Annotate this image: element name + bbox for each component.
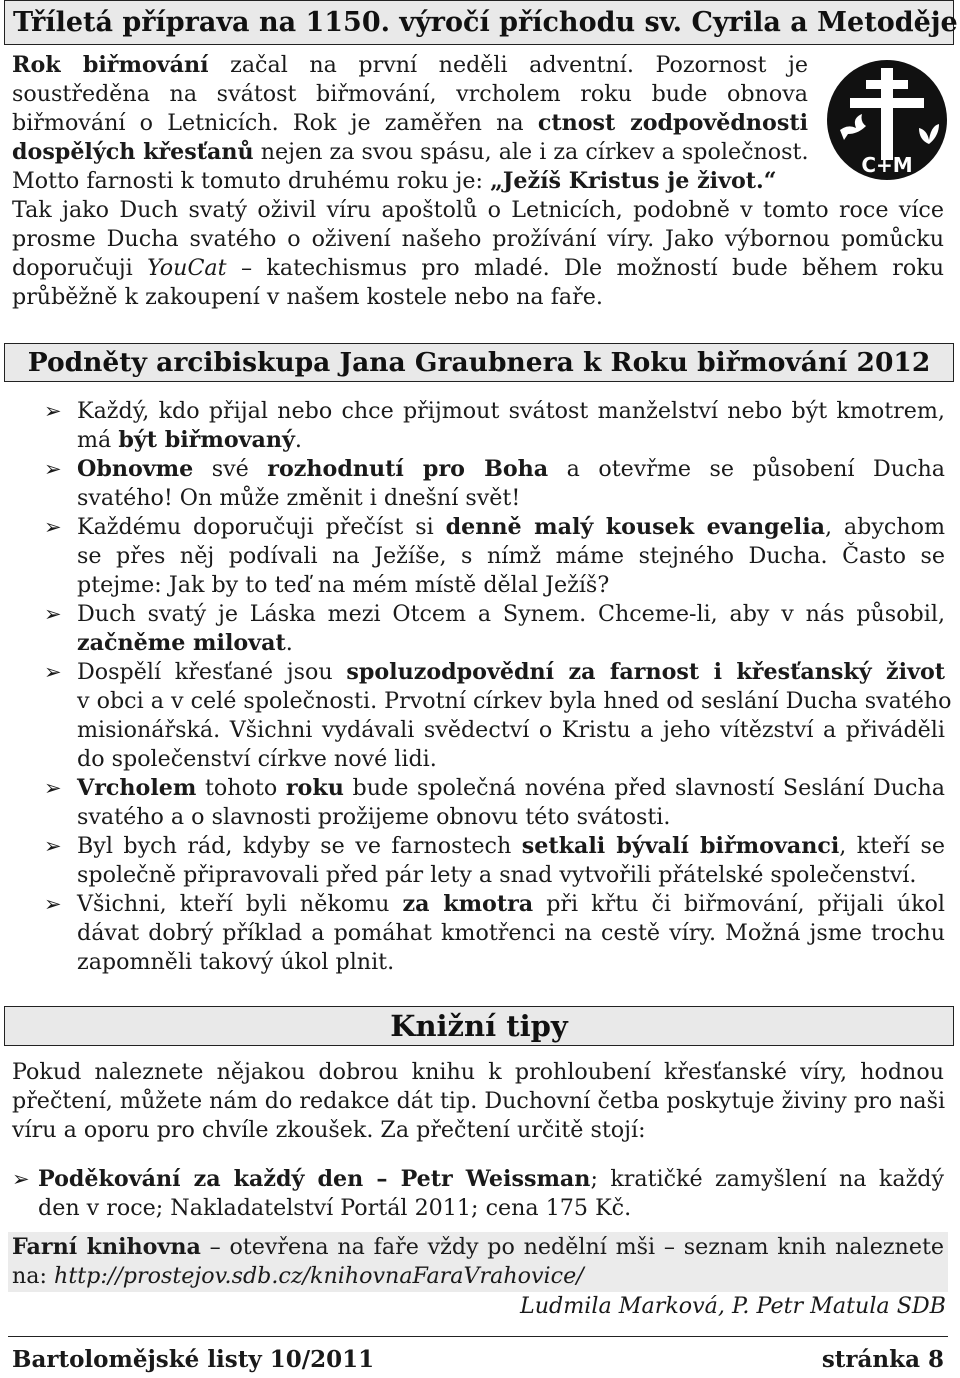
- bullet-arrow-icon: ➢: [12, 1167, 30, 1191]
- text-line: [77, 774, 945, 803]
- text-line: [77, 832, 945, 861]
- library-paragraph: [12, 1233, 944, 1291]
- text-line: [77, 745, 945, 774]
- text-line: [12, 138, 808, 167]
- cross-dove-sprout-logo: [826, 58, 948, 182]
- intro-paragraph: [12, 51, 808, 196]
- text-line: [77, 716, 945, 745]
- text-segment: Všichni, kteří byli někomu: [77, 891, 403, 917]
- text-line: [12, 109, 808, 138]
- text-segment: být biřmovaný: [118, 427, 295, 453]
- text-line: [38, 1194, 944, 1223]
- text-line: [77, 803, 945, 832]
- text-line: [12, 1058, 944, 1087]
- bullet-arrow-icon: ➢: [44, 457, 62, 481]
- text-segment: začněme milovat: [77, 630, 286, 656]
- suggestion-item: [77, 890, 945, 977]
- text-segment: .: [294, 427, 302, 453]
- text-line: [77, 658, 945, 687]
- text-line: [77, 948, 945, 977]
- text-segment: své: [193, 456, 268, 482]
- text-segment: „Ježíš Kristus je život.“: [490, 168, 777, 194]
- text-segment: při křtu či biřmování, přijali úkol: [533, 891, 946, 917]
- text-segment: biřmování o Letnicích. Rok je zaměřen na: [12, 110, 538, 136]
- text-segment: , abychom: [825, 514, 946, 540]
- bullet-arrow-icon: ➢: [44, 892, 62, 916]
- text-line: [12, 196, 944, 225]
- text-segment: roku: [285, 775, 344, 801]
- bullet-arrow-icon: ➢: [44, 399, 62, 423]
- text-segment: začal na první neděli adventní. Pozornost je: [208, 52, 808, 78]
- bullet-arrow-icon: ➢: [44, 834, 62, 858]
- suggestion-item: [77, 513, 945, 600]
- text-segment: na:: [12, 1263, 55, 1289]
- footer-publication: Bartolomějské listy 10/2011: [12, 1346, 375, 1373]
- text-line: [77, 861, 945, 890]
- text-segment: svatého! On může změnit i dnešní svět!: [77, 485, 521, 511]
- text-line: [77, 455, 945, 484]
- bullet-arrow-icon: ➢: [44, 602, 62, 626]
- bullet-arrow-icon: ➢: [44, 515, 62, 539]
- bullet-arrow-icon: ➢: [44, 660, 62, 684]
- text-segment: soustředěna na svátost biřmování, vrcholem roku bude obnova: [12, 81, 808, 107]
- text-segment: svatého a o slavnosti prožijeme obnovu této svátosti.: [77, 804, 671, 830]
- text-segment: dospělých křesťanů: [12, 139, 254, 165]
- text-line: [77, 513, 945, 542]
- suggestion-item: [77, 774, 945, 832]
- text-segment: tohoto: [196, 775, 286, 801]
- text-segment: Pokud naleznete nějakou dobrou knihu k prohloubení křesťanské víry, hodnou: [12, 1059, 944, 1085]
- text-segment: – otevřena na faře vždy po nedělní mši – seznam knih naleznete: [200, 1234, 944, 1260]
- text-line: [12, 51, 808, 80]
- text-segment: Tak jako Duch svatý oživil víru apoštolů o Letnicích, podobně v tomto roce více: [12, 197, 944, 223]
- text-segment: zapomněli takový úkol plnit.: [77, 949, 395, 975]
- text-segment: setkali bývalí biřmovanci: [521, 833, 840, 859]
- text-segment: ctnost zodpovědnosti: [537, 110, 808, 136]
- library-link[interactable]: http://prostejov.sdb.cz/knihovnaFaraVrahovice/: [54, 1263, 584, 1289]
- intro-paragraph-2: [12, 196, 944, 312]
- text-segment: dávat dobrý příklad a pomáhat kmotřenci na cestě víry. Možná jsme trochu: [77, 920, 945, 946]
- text-line: [12, 1233, 944, 1262]
- text-segment: a otevřme se působení Ducha: [548, 456, 946, 482]
- text-segment: spoluzodpovědní za farnost i křesťanský život: [346, 659, 946, 685]
- footer-page-number: stránka 8: [821, 1346, 944, 1373]
- footer-divider: [8, 1336, 948, 1337]
- text-line: [77, 629, 945, 658]
- text-segment: Každému doporučuji přečíst si: [77, 514, 446, 540]
- suggestion-item: [77, 455, 945, 513]
- text-line: [12, 254, 944, 283]
- text-line: [77, 397, 945, 426]
- text-line: [12, 1087, 944, 1116]
- text-line: [77, 600, 945, 629]
- text-segment: denně malý kousek evangelia: [445, 514, 826, 540]
- text-segment: Poděkování za každý den – Petr Weissman: [38, 1166, 591, 1192]
- books-intro-paragraph: [12, 1058, 944, 1145]
- text-segment: Obnovme: [77, 456, 194, 482]
- text-segment: se přes něj podívali na Ježíše, s nímž máme stejného Ducha. Často se: [77, 543, 945, 569]
- text-segment: , kteří se: [839, 833, 945, 859]
- text-segment: Každý, kdo přijal nebo chce přijmout svátost manželství nebo být kmotrem,: [77, 398, 945, 424]
- text-segment: do společenství církve nové lidi.: [77, 746, 437, 772]
- text-segment: má: [77, 427, 119, 453]
- book-tip-item: [38, 1165, 944, 1223]
- text-segment: Byl bych rád, kdyby se ve farnostech: [77, 833, 522, 859]
- section-title-podnety: Podněty arcibiskupa Jana Graubnera k Roku biřmování 2012: [4, 343, 954, 382]
- text-line: [77, 919, 945, 948]
- text-line: [77, 426, 945, 455]
- text-segment: YouCat: [147, 255, 227, 281]
- text-segment: Motto farnosti k tomuto druhému roku je:: [12, 168, 491, 194]
- text-line: [12, 167, 808, 196]
- text-segment: Rok biřmování: [12, 52, 209, 78]
- text-segment: – katechismus pro mladé. Dle možností bude během roku: [226, 255, 944, 281]
- logo-text: C+M: [861, 153, 913, 177]
- text-segment: Vrcholem: [77, 775, 197, 801]
- text-segment: ; kratičké zamyšlení na každý: [590, 1166, 944, 1192]
- text-segment: nejen za svou spásu, ale i za církev a společnost.: [253, 139, 809, 165]
- bullet-arrow-icon: ➢: [44, 776, 62, 800]
- text-segment: za kmotra: [402, 891, 534, 917]
- suggestion-item: [77, 397, 945, 455]
- text-segment: prosme Ducha svatého o oživení našeho prožívání víry. Jako výbornou pomůcku: [12, 226, 944, 252]
- text-segment: doporučuji: [12, 255, 148, 281]
- text-line: [12, 1116, 944, 1145]
- text-segment: Duch svatý je Láska mezi Otcem a Synem. Chceme-li, aby v nás působil,: [77, 601, 945, 627]
- text-segment: společně připravovali před pár lety a snad vytvořili přátelské společenství.: [77, 862, 917, 888]
- text-line: [77, 571, 945, 600]
- text-segment: .: [285, 630, 293, 656]
- text-line: [77, 484, 945, 513]
- text-line: [12, 225, 944, 254]
- suggestion-item: [77, 832, 945, 890]
- text-segment: Farní knihovna: [12, 1234, 201, 1260]
- text-line: [12, 283, 944, 312]
- text-line: [38, 1165, 944, 1194]
- text-segment: víru a oporu pro chvíle zkoušek. Za přečtení určitě stojí:: [12, 1117, 646, 1143]
- text-line: [77, 687, 952, 716]
- text-segment: Dospělí křesťané jsou: [77, 659, 347, 685]
- text-segment: v obci a v celé společnosti. Prvotní církev byla hned od seslání Ducha svatého: [77, 688, 952, 714]
- text-segment: misionářská. Všichni vydávali svědectví o Kristu a jeho vítězství a přiváděli: [77, 717, 945, 743]
- suggestion-item: [77, 600, 945, 658]
- text-segment: rozhodnutí pro Boha: [267, 456, 549, 482]
- text-segment: den v roce; Nakladatelství Portál 2011; cena 175 Kč.: [38, 1195, 632, 1221]
- section-title-knizni-tipy: Knižní tipy: [4, 1006, 954, 1046]
- text-segment: průběžně k zakoupení v našem kostele nebo na faře.: [12, 284, 603, 310]
- signature: Ludmila Marková, P. Petr Matula SDB: [520, 1293, 946, 1319]
- text-line: [12, 80, 808, 109]
- text-segment: bude společná novéna před slavností Seslání Ducha: [343, 775, 945, 801]
- text-line: [77, 890, 945, 919]
- text-line: [77, 542, 945, 571]
- text-segment: přečtení, můžete nám do redakce dát tip. Duchovní četba poskytuje živiny pro naši: [12, 1088, 946, 1114]
- suggestion-item: [77, 658, 952, 774]
- text-line: [12, 1262, 944, 1291]
- page-header-title: Tříletá příprava na 1150. výročí příchodu sv. Cyrila a Metoděje: [4, 0, 954, 45]
- text-segment: ptejme: Jak by to teď na mém místě dělal Ježíš?: [77, 572, 610, 598]
